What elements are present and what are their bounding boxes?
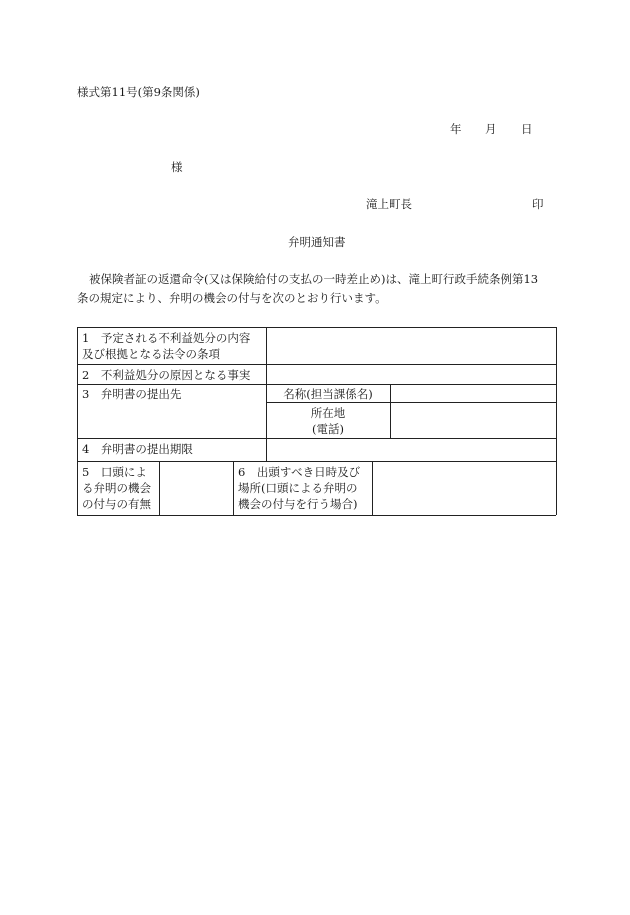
row3-address-label: 所在地 bbox=[310, 406, 346, 420]
row6-label-line: 6 出頭すべき日時及び bbox=[238, 465, 361, 479]
row1-label-line: 及び根拠となる法令の条項 bbox=[82, 347, 220, 361]
table-rule bbox=[233, 461, 234, 515]
date-month-label: 月 bbox=[485, 122, 497, 136]
table-rule bbox=[77, 461, 556, 462]
row1-label-line: 1 予定される不利益処分の内容 bbox=[82, 331, 251, 345]
table-rule bbox=[77, 327, 556, 328]
row6-label-line: 機会の付与を行う場合) bbox=[238, 497, 358, 511]
table-rule bbox=[266, 402, 556, 403]
body-paragraph bbox=[77, 270, 559, 308]
document-title: 弁明通知書 bbox=[288, 235, 346, 249]
date-year-label: 年 bbox=[450, 122, 462, 136]
body-line-1: 被保険者証の返還命令(又は保険給付の支払の一時差止め)は、滝上町行政手続条例第13 bbox=[89, 272, 539, 286]
date-day-label: 日 bbox=[521, 122, 533, 136]
table-rule bbox=[77, 515, 556, 516]
row3-name-label: 名称(担当課係名) bbox=[283, 387, 373, 401]
row3-label: 3 弁明書の提出先 bbox=[82, 387, 182, 401]
row1-label bbox=[82, 330, 250, 362]
table-rule bbox=[77, 438, 556, 439]
table-rule bbox=[77, 327, 78, 515]
row5-label-line: 5 口頭によ bbox=[82, 465, 147, 479]
sender-title: 滝上町長 bbox=[366, 197, 412, 211]
row5-label bbox=[82, 464, 151, 512]
row3-phone-label: (電話) bbox=[312, 422, 344, 436]
body-line-2: 条の規定により、弁明の機会の付与を次のとおり行います。 bbox=[77, 291, 387, 305]
form-number: 様式第11号(第9条関係) bbox=[77, 85, 200, 99]
addressee-suffix: 様 bbox=[171, 160, 183, 174]
seal-mark: 印 bbox=[532, 197, 544, 211]
table-rule bbox=[159, 461, 160, 515]
row5-label-line: の付与の有無 bbox=[82, 497, 151, 511]
row4-label: 4 弁明書の提出期限 bbox=[82, 442, 193, 456]
table-rule bbox=[77, 384, 556, 385]
row5-label-line: る弁明の機会 bbox=[82, 481, 151, 495]
row6-label bbox=[238, 464, 360, 512]
row6-label-line: 場所(口頭による弁明の bbox=[238, 481, 358, 495]
row2-label: 2 不利益処分の原因となる事実 bbox=[82, 368, 251, 382]
table-rule bbox=[77, 364, 556, 365]
table-rule bbox=[372, 461, 373, 515]
table-rule bbox=[556, 327, 557, 515]
table-rule bbox=[390, 384, 391, 438]
